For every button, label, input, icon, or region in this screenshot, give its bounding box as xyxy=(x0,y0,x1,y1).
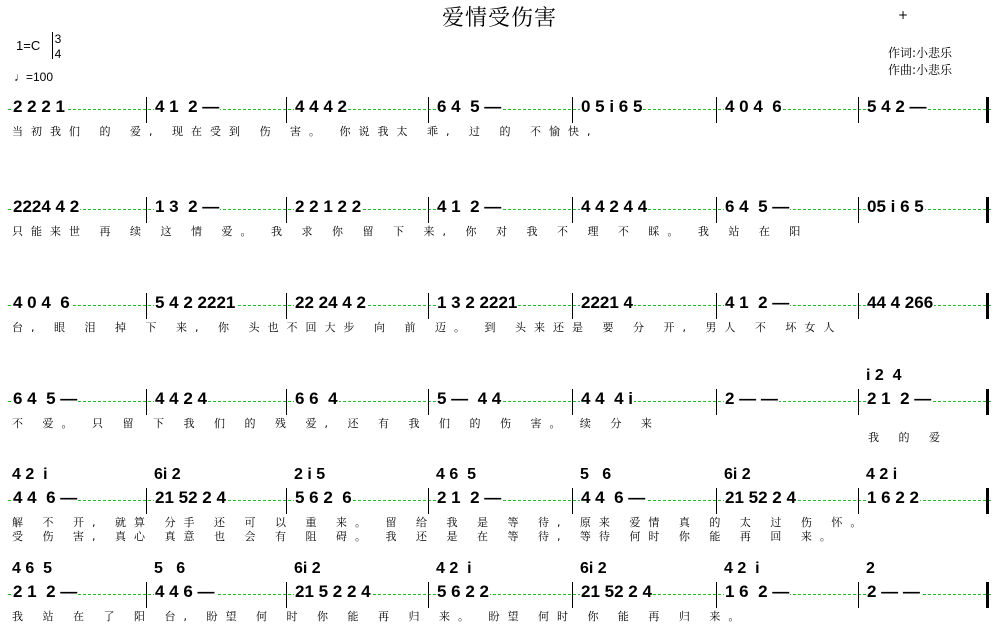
lyric-line-second-verse: 我 的 爱 xyxy=(868,431,948,444)
time-signature xyxy=(52,32,64,62)
measure-notes: 1 6 2 2 xyxy=(867,488,919,507)
measure-notes: 22 24 4 2 xyxy=(295,293,366,312)
measure-upper-notes: 4 2 i xyxy=(12,466,48,483)
lyric-line: 我 站 在 了 阳 台, 盼望 何 时 你 能 再 归 来。 盼望 何时 你 能 再 归 来。 xyxy=(12,610,748,623)
measure-notes: 4 4 6 — xyxy=(581,488,646,507)
measure-upper-notes: 6i 2 xyxy=(154,466,181,483)
barline xyxy=(286,197,287,223)
measure-notes: 44 4 266 xyxy=(867,293,934,312)
measure-notes: 6 4 5 — xyxy=(13,389,78,408)
measure-upper-notes: 5 6 xyxy=(580,466,612,483)
measure-notes: 05 i 6 5 xyxy=(867,197,924,216)
time-signature-bottom: 4 xyxy=(54,47,62,61)
lyric-line: 台, 眼 泪 掉 下 来, 你 头也不回大步 向 前 迈。 到 头来还是 要 分 开, 男人 不 坏女人 xyxy=(12,321,843,334)
measure-upper-notes: 2 i 5 xyxy=(294,466,326,483)
measure-notes: 5 — 4 4 xyxy=(437,389,502,408)
barline xyxy=(858,293,859,319)
plus-mark: + xyxy=(898,8,909,22)
barline xyxy=(716,97,717,123)
measure-notes: 2 1 2 — xyxy=(437,488,502,507)
barline xyxy=(286,488,287,514)
measure-upper-notes: 2 xyxy=(866,560,875,577)
barline xyxy=(986,582,989,608)
measure-notes: 5 4 2 — xyxy=(867,97,927,116)
barline xyxy=(716,488,717,514)
measure-notes: 0 5 i 6 5 xyxy=(581,97,643,116)
measure-notes: 4 4 2 4 4 xyxy=(581,197,648,216)
barline xyxy=(286,389,287,415)
lyric-line: 只能来世 再 续 这 情 爱。 我 求 你 留 下 来, 你 对 我 不 理 不 睬。 我 站 在 阳 xyxy=(12,225,809,238)
measure-notes: 2 1 2 — xyxy=(13,582,78,601)
lyric-line: 不 爱。 只 留 下 我 们 的 残 爱, 还 有 我 们 的 伤 害。 续 分 来 xyxy=(12,417,660,430)
barline xyxy=(986,293,989,319)
barline xyxy=(572,582,573,608)
measure-notes: 4 0 4 6 xyxy=(725,97,782,116)
measure-notes: 4 4 2 4 xyxy=(155,389,207,408)
measure-notes: 5 4 2 2221 xyxy=(155,293,236,312)
barline xyxy=(572,197,573,223)
barline xyxy=(572,488,573,514)
tempo-marking: ♩=100 xyxy=(14,70,54,84)
measure-notes: 4 1 2 — xyxy=(155,97,220,116)
composer-credit: 作曲:小悲乐 xyxy=(888,63,953,77)
barline xyxy=(146,97,147,123)
measure-notes: 2 — — xyxy=(725,389,778,408)
barline xyxy=(428,197,429,223)
measure-notes: 21 52 2 4 xyxy=(581,582,652,601)
barline xyxy=(986,389,989,415)
measure-notes: 2 2 2 1 xyxy=(13,97,65,116)
barline xyxy=(572,293,573,319)
measure-notes: 21 52 2 4 xyxy=(155,488,226,507)
measure-upper-notes: 4 6 5 xyxy=(12,560,53,577)
barline xyxy=(858,197,859,223)
barline xyxy=(858,582,859,608)
measure-upper-notes: 6i 2 xyxy=(724,466,751,483)
lyric-line: 当初我们 的 爱, 现在受到 伤 害。 你说我太 乖, 过 的 不愉快, xyxy=(12,125,599,138)
barline xyxy=(286,97,287,123)
lyric-line: 解 不 开, 就算 分手 还 可 以 重 来。 留 给 我 是 等 待, 原来 爱情 真 的 太 过 伤 怀。 xyxy=(12,516,870,529)
time-signature-bar xyxy=(52,32,53,59)
barline xyxy=(572,389,573,415)
measure-notes: 4 4 6 — xyxy=(155,582,215,601)
measure-upper-notes: 4 2 i xyxy=(724,560,760,577)
barline xyxy=(428,488,429,514)
measure-notes: 4 4 4 2 xyxy=(295,97,347,116)
barline xyxy=(146,197,147,223)
barline xyxy=(858,488,859,514)
barline xyxy=(986,488,989,514)
barline xyxy=(858,97,859,123)
lyric-line-second-verse: 受 伤 害, 真心 真意 也 会 有 阻 碍。 我 还 是 在 等 待, 等待 何时 你 能 再 回 来。 xyxy=(12,530,839,543)
measure-notes: 4 0 4 6 xyxy=(13,293,70,312)
time-signature-top: 3 xyxy=(54,32,62,46)
measure-upper-notes: 4 6 5 xyxy=(436,466,477,483)
measure-notes: 2 2 1 2 2 xyxy=(295,197,362,216)
barline xyxy=(428,582,429,608)
measure-notes: 2224 4 2 xyxy=(13,197,80,216)
barline xyxy=(716,293,717,319)
measure-notes: 1 6 2 — xyxy=(725,582,790,601)
barline xyxy=(428,97,429,123)
barline xyxy=(146,293,147,319)
measure-notes: 2 1 2 — xyxy=(867,389,932,408)
barline xyxy=(858,389,859,415)
measure-notes: 4 4 6 — xyxy=(13,488,78,507)
measure-upper-notes: i 2 4 xyxy=(866,367,902,384)
measure-upper-notes: 6i 2 xyxy=(294,560,321,577)
lyricist-credit: 作词:小悲乐 xyxy=(888,46,953,60)
measure-notes: 6 4 5 — xyxy=(437,97,502,116)
measure-notes: 21 52 2 4 xyxy=(725,488,796,507)
barline xyxy=(716,389,717,415)
measure-notes: 4 1 2 — xyxy=(437,197,502,216)
barline xyxy=(986,97,989,123)
barline xyxy=(428,389,429,415)
measure-upper-notes: 4 2 i xyxy=(866,466,898,483)
song-title: 爱情受伤害 xyxy=(441,6,557,31)
measure-upper-notes: 4 2 i xyxy=(436,560,472,577)
measure-notes: 1 3 2 — xyxy=(155,197,220,216)
barline xyxy=(986,197,989,223)
measure-notes: 4 4 4 i xyxy=(581,389,633,408)
barline xyxy=(716,197,717,223)
barline xyxy=(572,97,573,123)
barline xyxy=(146,389,147,415)
barline xyxy=(146,582,147,608)
measure-notes: 4 1 2 — xyxy=(725,293,790,312)
measure-notes: 6 6 4 xyxy=(295,389,338,408)
measure-notes: 2221 4 xyxy=(581,293,633,312)
measure-notes: 5 6 2 6 xyxy=(295,488,352,507)
measure-notes: 5 6 2 2 xyxy=(437,582,489,601)
barline xyxy=(716,582,717,608)
measure-notes: 21 5 2 2 4 xyxy=(295,582,371,601)
measure-notes: 2 — — xyxy=(867,582,920,601)
key-signature: 1=C xyxy=(16,38,41,53)
measure-notes: 1 3 2 2221 xyxy=(437,293,518,312)
barline xyxy=(286,582,287,608)
measure-notes: 6 4 5 — xyxy=(725,197,790,216)
barline xyxy=(286,293,287,319)
barline xyxy=(146,488,147,514)
measure-upper-notes: 6i 2 xyxy=(580,560,607,577)
measure-upper-notes: 5 6 xyxy=(154,560,186,577)
barline xyxy=(428,293,429,319)
